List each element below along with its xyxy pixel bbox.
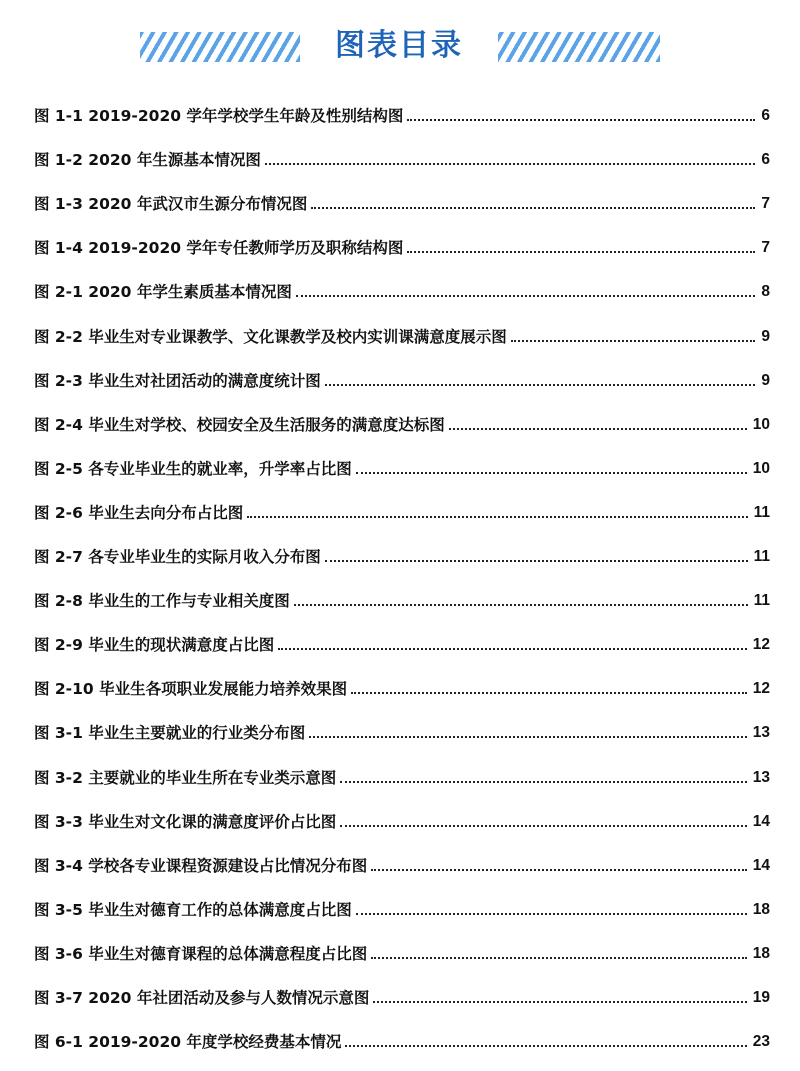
dot-leader <box>356 913 747 915</box>
toc-entry-page-number: 11 <box>753 503 770 521</box>
toc-entry[interactable] <box>34 304 770 348</box>
toc-entry-label: 图 2-2 毕业生对专业课教学、文化课教学及校内实训课满意度展示图 <box>34 327 507 346</box>
dot-leader <box>511 340 756 342</box>
dot-leader <box>351 692 747 694</box>
dot-leader <box>265 163 756 165</box>
toc-entry[interactable] <box>34 613 770 657</box>
toc-entry[interactable] <box>34 393 770 437</box>
toc-entry-label: 图 2-10 毕业生各项职业发展能力培养效果图 <box>34 680 348 699</box>
dot-leader <box>407 251 755 253</box>
toc-entry-page-number: 6 <box>761 107 770 125</box>
toc-entry[interactable] <box>34 745 770 789</box>
toc-entry-page-number: 12 <box>752 636 770 654</box>
dot-leader <box>247 516 747 518</box>
toc-entry[interactable] <box>34 349 770 393</box>
toc-entry-page-number: 14 <box>752 856 770 874</box>
toc-entry[interactable] <box>34 216 770 260</box>
toc-entry[interactable] <box>34 1010 770 1054</box>
dot-leader <box>278 648 746 650</box>
toc-entry-page-number: 18 <box>752 944 770 962</box>
toc-entry-label: 图 2-9 毕业生的现状满意度占比图 <box>34 636 275 655</box>
toc-entry-label: 图 3-2 主要就业的毕业生所在专业类示意图 <box>34 768 337 787</box>
toc-entry[interactable] <box>34 525 770 569</box>
dot-leader <box>356 472 747 474</box>
toc-entry[interactable] <box>34 834 770 878</box>
toc-entry-page-number: 10 <box>752 459 770 477</box>
toc-entry-label: 图 2-4 毕业生对学校、校园安全及生活服务的满意度达标图 <box>34 415 445 434</box>
toc-entry-page-number: 9 <box>761 327 770 345</box>
toc-entry-label: 图 1-3 2020 年武汉市生源分布情况图 <box>34 195 308 214</box>
decorative-stripes-right <box>498 32 660 62</box>
dot-leader <box>325 560 748 562</box>
toc-entry[interactable] <box>34 790 770 834</box>
toc-entry-page-number: 10 <box>752 415 770 433</box>
toc-entry-label: 图 1-2 2020 年生源基本情况图 <box>34 151 261 170</box>
dot-leader <box>371 957 746 959</box>
toc-entry[interactable] <box>34 701 770 745</box>
toc-entry-page-number: 18 <box>752 900 770 918</box>
toc-entry-page-number: 13 <box>752 724 770 742</box>
toc-entry[interactable] <box>34 966 770 1010</box>
toc-entry-label: 图 2-3 毕业生对社团活动的满意度统计图 <box>34 371 321 390</box>
toc-entry-label: 图 3-4 学校各专业课程资源建设占比情况分布图 <box>34 856 368 875</box>
toc-entry[interactable] <box>34 922 770 966</box>
toc-entry-label: 图 3-6 毕业生对德育课程的总体满意程度占比图 <box>34 944 368 963</box>
toc-entry-page-number: 8 <box>761 283 770 301</box>
toc-entry-page-number: 11 <box>753 592 770 610</box>
toc-entry-page-number: 7 <box>761 195 770 213</box>
toc-entry-label: 图 3-1 毕业生主要就业的行业类分布图 <box>34 724 306 743</box>
toc-entry-page-number: 12 <box>752 680 770 698</box>
decorative-stripes-left <box>140 32 300 62</box>
toc-entry-label: 图 2-1 2020 年学生素质基本情况图 <box>34 283 292 302</box>
toc-entry[interactable] <box>34 84 770 128</box>
toc-entry[interactable] <box>34 481 770 525</box>
dot-leader <box>311 207 755 209</box>
page-title: 图表目录 <box>335 28 463 63</box>
toc-entry-page-number: 11 <box>753 548 770 566</box>
toc-entry-page-number: 9 <box>761 371 770 389</box>
toc-entry-label: 图 2-5 各专业毕业生的就业率，升学率占比图 <box>34 459 352 478</box>
dot-leader <box>340 825 746 827</box>
toc-entry[interactable] <box>34 260 770 304</box>
toc-entry[interactable] <box>34 172 770 216</box>
dot-leader <box>345 1045 746 1047</box>
toc-entry-label: 图 1-4 2019-2020 学年专任教师学历及职称结构图 <box>34 239 404 258</box>
dot-leader <box>340 781 746 783</box>
toc-entry[interactable] <box>34 128 770 172</box>
dot-leader <box>325 384 756 386</box>
toc-entry-label: 图 3-7 2020 年社团活动及参与人数情况示意图 <box>34 988 370 1007</box>
toc-entry-page-number: 23 <box>752 1033 770 1051</box>
toc-entry[interactable] <box>34 878 770 922</box>
toc-entry-page-number: 6 <box>761 151 770 169</box>
toc-entry-page-number: 19 <box>752 988 770 1006</box>
toc-entry[interactable] <box>34 437 770 481</box>
toc-entry-label: 图 3-5 毕业生对德育工作的总体满意度占比图 <box>34 900 352 919</box>
toc-entry-page-number: 14 <box>752 812 770 830</box>
toc-header <box>0 18 800 78</box>
toc-entry[interactable] <box>34 657 770 701</box>
dot-leader <box>407 119 755 121</box>
toc-entry-page-number: 7 <box>761 239 770 257</box>
dot-leader <box>371 869 746 871</box>
toc-entry[interactable] <box>34 569 770 613</box>
toc-entry-label: 图 6-1 2019-2020 年度学校经费基本情况 <box>34 1033 342 1052</box>
dot-leader <box>449 428 747 430</box>
toc-entry-page-number: 13 <box>752 768 770 786</box>
figure-list <box>34 84 770 1054</box>
toc-entry-label: 图 1-1 2019-2020 学年学校学生年龄及性别结构图 <box>34 107 404 126</box>
dot-leader <box>294 604 748 606</box>
toc-entry-label: 图 3-3 毕业生对文化课的满意度评价占比图 <box>34 812 337 831</box>
toc-entry-label: 图 2-8 毕业生的工作与专业相关度图 <box>34 592 290 611</box>
toc-entry-label: 图 2-6 毕业生去向分布占比图 <box>34 503 244 522</box>
dot-leader <box>296 295 756 297</box>
dot-leader <box>373 1001 746 1003</box>
toc-entry-label: 图 2-7 各专业毕业生的实际月收入分布图 <box>34 548 321 567</box>
dot-leader <box>309 736 746 738</box>
